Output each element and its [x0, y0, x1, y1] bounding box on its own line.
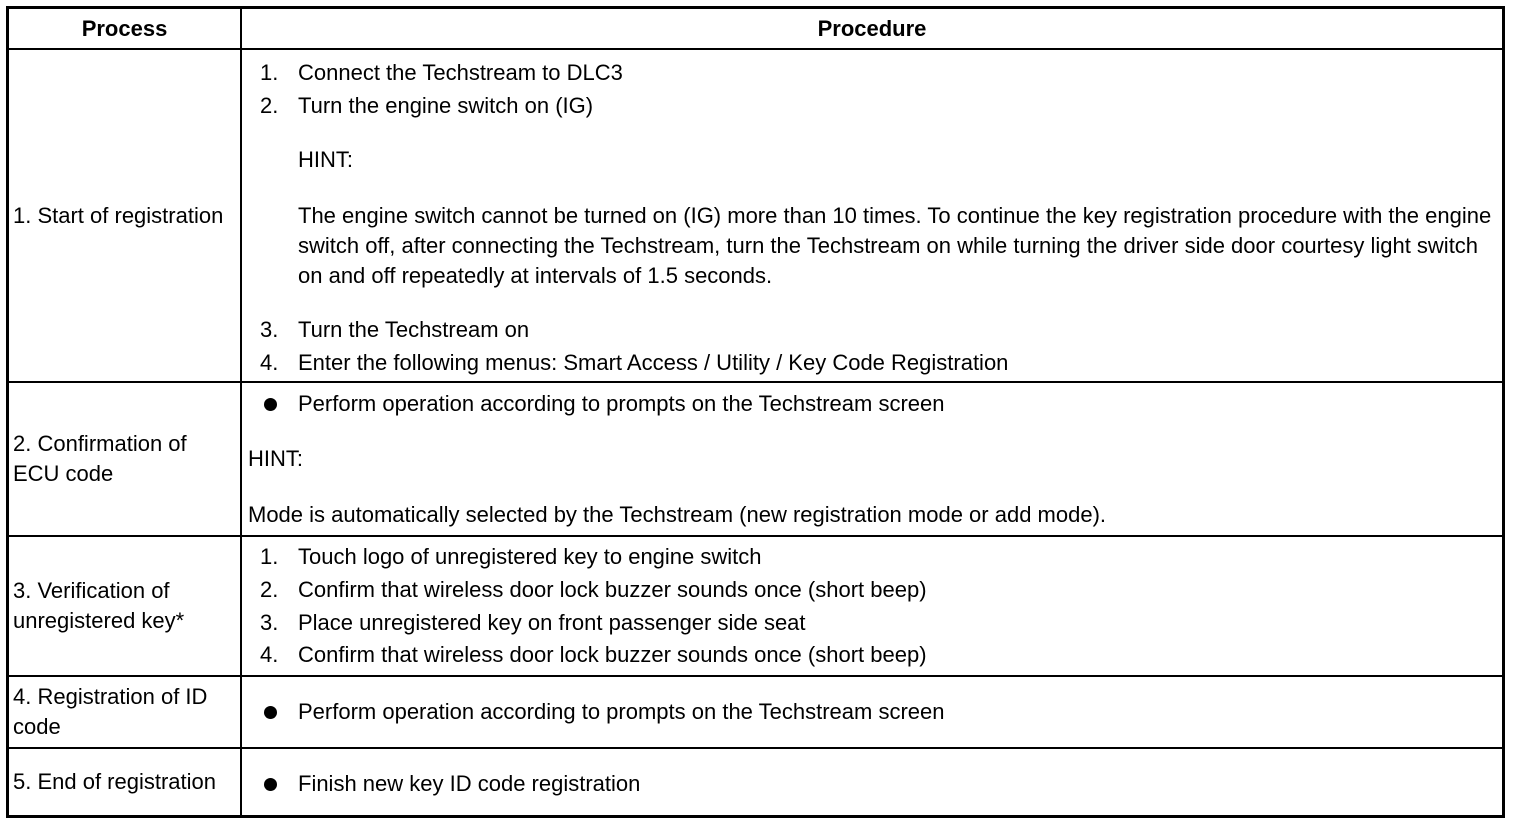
bullet-icon [264, 398, 277, 411]
step-text: Touch logo of unregistered key to engine switch [298, 544, 762, 569]
table-row [9, 749, 1502, 815]
table-row [9, 537, 1502, 677]
procedure-cell [242, 537, 1502, 675]
process-cell [9, 50, 242, 381]
step-number: 1. [260, 544, 279, 569]
step-number: 3. [260, 610, 279, 635]
process-label: 5. End of registration [13, 769, 217, 794]
hint-text: Mode is automatically selected by the Techstream (new registration mode or add mode). [248, 502, 1107, 527]
step-text: Place unregistered key on front passenger side seat [298, 610, 806, 635]
bullet-icon [264, 778, 277, 791]
step-text: Turn the engine switch on (IG) [298, 93, 594, 118]
header-procedure-cell [242, 9, 1502, 48]
process-cell [9, 749, 242, 815]
step-text: Connect the Techstream to DLC3 [298, 60, 623, 85]
step-number: 2. [260, 577, 279, 602]
step-number: 4. [260, 350, 279, 375]
step-number: 4. [260, 642, 279, 667]
hint-label: HINT: [298, 147, 353, 172]
procedure-cell [242, 749, 1502, 815]
process-label: 3. Verification of unregistered key* [13, 578, 185, 633]
key-registration-table [6, 6, 1505, 818]
table-row [9, 50, 1502, 383]
hint-label: HINT: [248, 446, 303, 471]
process-label: 2. Confirmation of ECU code [13, 431, 187, 486]
procedure-cell [242, 50, 1502, 381]
process-cell [9, 677, 242, 747]
hint-text: The engine switch cannot be turned on (IG) more than 10 times. To continue the key registration procedure with the engine switch off, after connecting the Techstream, turn the Techstream on while turning the driver side door courtesy light switch on and off repeatedly at intervals of 1.5 seconds. [298, 203, 1492, 288]
procedure-cell [242, 383, 1502, 535]
bullet-text: Finish new key ID code registration [298, 771, 641, 796]
process-label: 4. Registration of ID code [13, 684, 208, 739]
bullet-text: Perform operation according to prompts on the Techstream screen [298, 699, 945, 724]
process-cell [9, 537, 242, 675]
step-number: 3. [260, 317, 279, 342]
step-text: Turn the Techstream on [298, 317, 530, 342]
table-row [9, 677, 1502, 749]
process-cell [9, 383, 242, 535]
step-text: Confirm that wireless door lock buzzer sounds once (short beep) [298, 642, 927, 667]
bullet-icon [264, 706, 277, 719]
step-number: 1. [260, 60, 279, 85]
bullet-text: Perform operation according to prompts on the Techstream screen [298, 391, 945, 416]
header-procedure: Procedure [817, 15, 927, 41]
step-text: Confirm that wireless door lock buzzer sounds once (short beep) [298, 577, 927, 602]
procedure-cell [242, 677, 1502, 747]
header-process: Process [81, 15, 168, 41]
table-row [9, 383, 1502, 537]
step-text: Enter the following menus: Smart Access / Utility / Key Code Registration [298, 350, 1009, 375]
process-label: 1. Start of registration [13, 202, 224, 228]
header-process-cell [9, 9, 242, 48]
table-header-row [9, 9, 1502, 50]
step-number: 2. [260, 93, 279, 118]
